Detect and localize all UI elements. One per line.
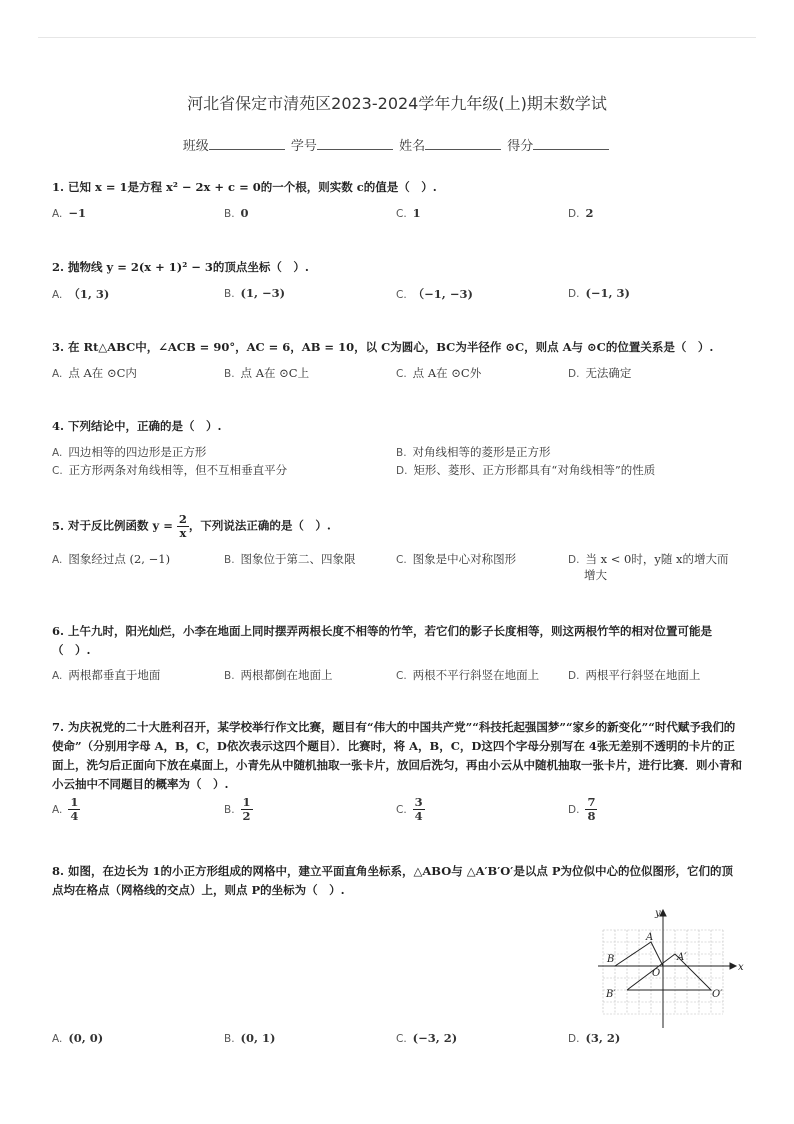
point-b-label: B bbox=[607, 954, 615, 965]
option-b[interactable]: B. (1, −3) bbox=[224, 286, 286, 300]
point-a-prime-label: A′ bbox=[677, 952, 687, 963]
option-c[interactable]: C. 图象是中心对称图形 bbox=[396, 552, 517, 566]
question-stem: 在 Rt△ABC中，∠ACB = 90°，AC = 6，AB = 10，以 C为圆心，BC为半径作 ⊙C，则点 A与 ⊙C的位置关系是（ ）. bbox=[68, 340, 714, 354]
point-b-prime-label: B′ bbox=[606, 989, 616, 1000]
question-5 bbox=[52, 513, 742, 540]
question-stem: 如图，在边长为 1的小正方形组成的网格中，建立平面直角坐标系，△ABO与 △A′B′O′是以点 P为位似中心的位似图形，它们的顶点均在格点（网格线的交点）上，则点 P的坐标为（ ）. bbox=[52, 864, 733, 897]
option-c[interactable]: C. 两根不平行斜竖在地面上 bbox=[396, 668, 540, 682]
option-a[interactable]: A. $\frac{1}{4}$ bbox=[52, 795, 79, 823]
option-d[interactable]: D. 当 x < 0时，y随 x的增大而 增大 bbox=[568, 552, 729, 582]
option-d[interactable]: D. (3, 2) bbox=[568, 1031, 621, 1045]
header-rule bbox=[38, 37, 756, 38]
name-blank[interactable] bbox=[425, 137, 501, 150]
number-label: 学号 bbox=[290, 139, 317, 154]
question-6 bbox=[52, 622, 742, 660]
option-d[interactable]: D. 2 bbox=[568, 206, 594, 220]
question-3 bbox=[52, 338, 742, 357]
question-4 bbox=[52, 417, 742, 436]
question-stem: 为庆祝党的二十大胜利召开，某学校举行作文比赛，题目有“伟大的中国共产党”“科技托起强国梦”“家乡的新变化”“时代赋予我们的使命”（分别用字母 A，B，C，D依次表示这四个题目）．比赛时，将 A，B，C，D这四个字母分别写在 4张无差别不透明的卡片的正面上，洗匀后正面向下放在桌面上，小青先从中随机抽取一张卡片，放回后洗匀，再由小云从中随机抽取一张卡片，进行比赛．则小青和小云抽中不同题目的概率为（ ）. bbox=[52, 720, 742, 791]
option-d[interactable]: D. $\frac{7}{8}$ bbox=[568, 795, 596, 823]
point-o-prime-label: O′ bbox=[712, 989, 723, 1000]
name-label: 姓名 bbox=[399, 139, 426, 154]
question-7 bbox=[52, 718, 742, 794]
option-b[interactable]: B. 对角线相等的菱形是正方形 bbox=[396, 445, 551, 459]
student-info-row bbox=[0, 135, 794, 154]
triangle-a2b2o2 bbox=[627, 954, 711, 990]
axes bbox=[598, 910, 736, 1028]
question-1 bbox=[52, 178, 742, 197]
point-a-label: A bbox=[646, 932, 654, 943]
option-d[interactable]: D. 无法确定 bbox=[568, 366, 632, 380]
option-a[interactable]: A. 图象经过点 (2, −1) bbox=[52, 552, 171, 566]
question-stem: 抛物线 y = 2(x + 1)² − 3的顶点坐标（ ）. bbox=[68, 260, 309, 274]
class-label: 班级 bbox=[182, 139, 209, 154]
question-number: 4. bbox=[52, 419, 65, 433]
option-d[interactable]: D. 两根平行斜竖在地面上 bbox=[568, 668, 701, 682]
coordinate-grid-figure bbox=[598, 906, 743, 1030]
question-stem: 已知 x = 1是方程 x² − 2x + c = 0的一个根，则实数 c的值是（ ）. bbox=[68, 180, 437, 194]
option-c[interactable]: C. (−3, 2) bbox=[396, 1031, 458, 1045]
option-a[interactable]: A. 点 A在 ⊙C内 bbox=[52, 366, 137, 380]
option-c[interactable]: C. （−1, −3) bbox=[396, 287, 473, 301]
option-a[interactable]: A. 四边相等的四边形是正方形 bbox=[52, 445, 207, 459]
y-axis-label: y bbox=[655, 908, 661, 919]
option-b[interactable]: B. 两根都倒在地面上 bbox=[224, 668, 333, 682]
x-axis-label: x bbox=[738, 962, 744, 973]
class-blank[interactable] bbox=[209, 137, 285, 150]
number-blank[interactable] bbox=[317, 137, 393, 150]
option-c[interactable]: C. 正方形两条对角线相等，但不互相垂直平分 bbox=[52, 463, 288, 477]
question-number: 2. bbox=[52, 260, 65, 274]
option-a[interactable]: A. −1 bbox=[52, 206, 86, 220]
question-stem: 上午九时，阳光灿烂，小李在地面上同时摆弄两根长度不相等的竹竿，若它们的影子长度相等，则这两根竹竿的相对位置可能是（ ）. bbox=[52, 624, 713, 657]
question-number: 3. bbox=[52, 340, 65, 354]
fraction: $\frac{2}{x}$ bbox=[178, 512, 187, 540]
option-b[interactable]: B. 点 A在 ⊙C上 bbox=[224, 366, 310, 380]
option-c[interactable]: C. $\frac{3}{4}$ bbox=[396, 795, 423, 823]
question-stem-before: 对于反比例函数 y = bbox=[68, 518, 173, 533]
question-stem: 下列结论中，正确的是（ ）. bbox=[68, 419, 222, 433]
point-o-label: O bbox=[652, 968, 661, 979]
option-a[interactable]: A. (0, 0) bbox=[52, 1031, 104, 1045]
option-b[interactable]: B. $\frac{1}{2}$ bbox=[224, 795, 251, 823]
option-b[interactable]: B. 图象位于第二、四象限 bbox=[224, 552, 356, 566]
option-a[interactable]: A. 两根都垂直于地面 bbox=[52, 668, 161, 682]
page-title: 河北省保定市清苑区2023-2024学年九年级(上)期末数学试 bbox=[187, 94, 607, 113]
option-c[interactable]: C. 点 A在 ⊙C外 bbox=[396, 366, 482, 380]
question-stem-after: ，下列说法正确的是（ ）. bbox=[188, 518, 331, 533]
score-blank[interactable] bbox=[533, 137, 609, 150]
option-d[interactable]: D. (−1, 3) bbox=[568, 286, 630, 300]
option-b[interactable]: B. (0, 1) bbox=[224, 1031, 276, 1045]
question-number: 8. bbox=[52, 864, 65, 878]
option-d[interactable]: D. 矩形、菱形、正方形都具有“对角线相等”的性质 bbox=[396, 463, 656, 477]
score-label: 得分 bbox=[507, 139, 534, 154]
question-number: 6. bbox=[52, 624, 65, 638]
option-a[interactable]: A. （1, 3) bbox=[52, 287, 110, 301]
option-c[interactable]: C. 1 bbox=[396, 206, 421, 220]
question-number: 5. bbox=[52, 518, 65, 533]
question-number: 1. bbox=[52, 180, 65, 194]
question-number: 7. bbox=[52, 720, 65, 734]
option-b[interactable]: B. 0 bbox=[224, 206, 249, 220]
question-8 bbox=[52, 862, 742, 900]
question-2 bbox=[52, 258, 742, 277]
